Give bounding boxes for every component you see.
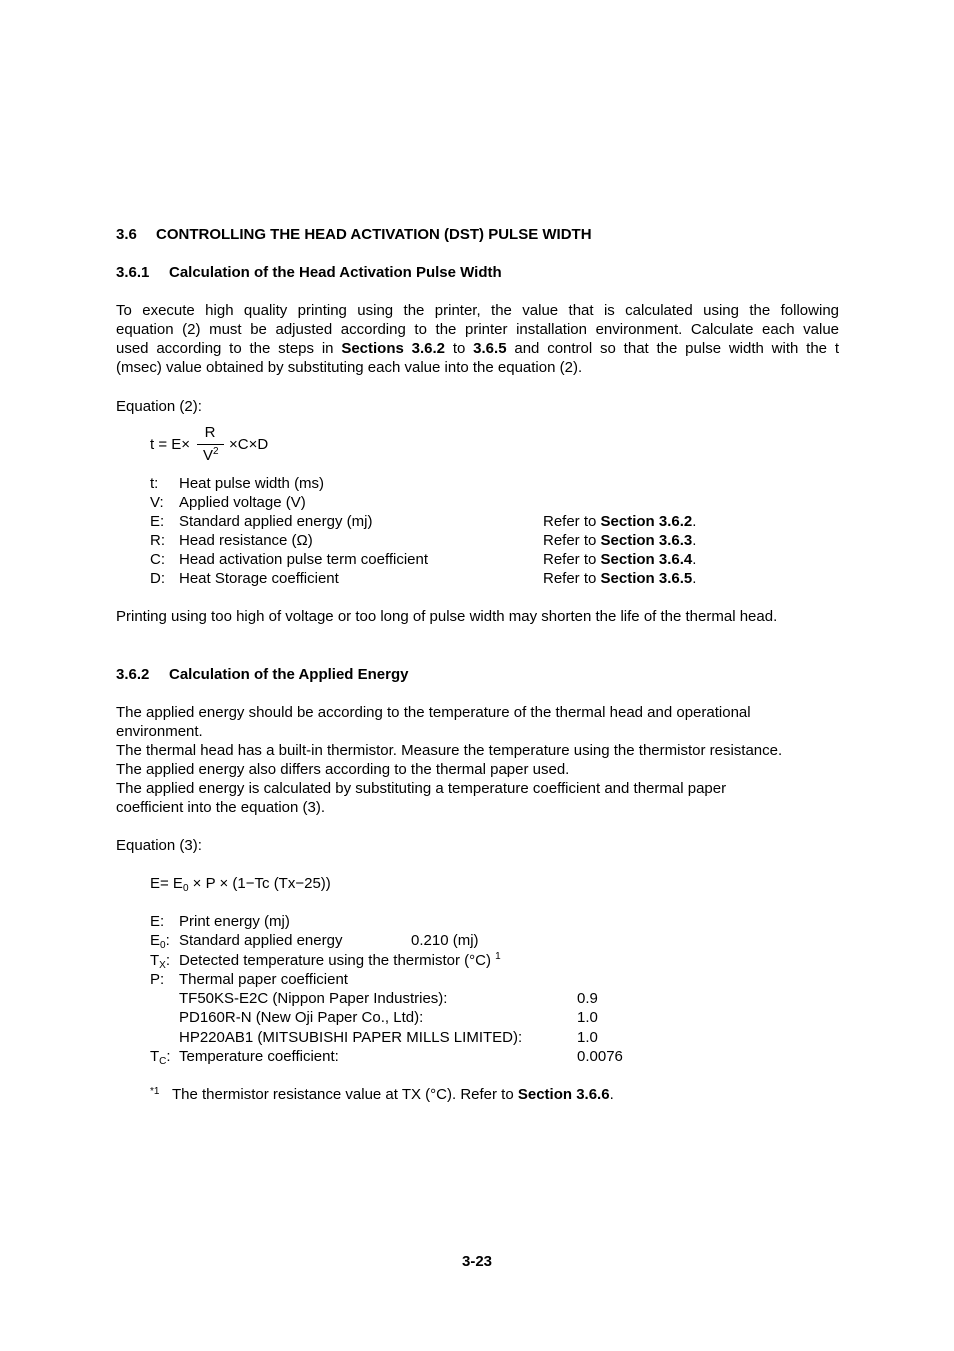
footnote-reference: 1	[495, 951, 501, 962]
text-run: Detected temperature using the thermistor (°C)	[179, 952, 491, 969]
section-3-6-title: CONTROLLING THE HEAD ACTIVATION (DST) PULSE WIDTH	[156, 226, 592, 243]
paragraph-line: The applied energy also differs according to the thermal paper used.	[116, 761, 570, 778]
paragraph-line: (msec) value obtained by substituting each value into the equation (2).	[116, 359, 583, 376]
paragraph-line: The applied energy is calculated by substituting a temperature coefficient and thermal paper	[116, 780, 727, 797]
text-run: E= E	[150, 875, 183, 892]
variable-description: Heat Storage coefficient	[179, 570, 339, 587]
text-run: to	[445, 340, 474, 357]
section-3-6-2-number: 3.6.2	[116, 666, 150, 683]
variable-symbol: t:	[150, 475, 159, 492]
footnote-mark: *1	[150, 1086, 160, 1097]
paragraph-line: To execute high quality printing using the printer, the value that is calculated using the following	[116, 302, 839, 319]
paragraph-line: environment.	[116, 723, 203, 740]
variable-description: Standard applied energy	[179, 932, 343, 949]
section-ref: Section 3.6.4	[600, 551, 693, 568]
variable-description: Applied voltage (V)	[179, 494, 306, 511]
variable-value: 0.0076	[577, 1048, 623, 1065]
paragraph-line: The thermal head has a built-in thermistor. Measure the temperature using the thermistor resistance.	[116, 742, 783, 759]
paragraph-line: coefficient into the equation (3).	[116, 799, 326, 816]
text-run: :	[166, 1048, 171, 1065]
denominator-base: V	[203, 447, 214, 464]
text-run: :	[165, 952, 171, 969]
paper-value: 1.0	[577, 1009, 598, 1026]
warning-text: Printing using too high of voltage or too long of pulse width may shorten the life of the thermal head.	[116, 608, 778, 625]
paper-name: TF50KS-E2C (Nippon Paper Industries):	[179, 990, 448, 1007]
paper-value: 1.0	[577, 1029, 598, 1046]
variable-symbol	[150, 931, 170, 950]
text-run: :	[165, 932, 170, 949]
text-run: E	[150, 932, 161, 949]
variable-symbol: C:	[150, 551, 165, 568]
paper-value: 0.9	[577, 990, 598, 1007]
variable-reference	[543, 569, 696, 588]
variable-symbol: P:	[150, 971, 165, 988]
page-number: 3-23	[461, 1253, 493, 1270]
paper-name: HP220AB1 (MITSUBISHI PAPER MILLS LIMITED):	[179, 1029, 523, 1046]
subscript: 0	[160, 940, 166, 951]
denominator-exponent: 2	[213, 446, 219, 457]
equation-3	[150, 874, 331, 893]
equation-2-right: ×C×D	[229, 436, 269, 453]
section-ref: Section 3.6.3	[600, 532, 693, 549]
section-ref: Section 3.6.5	[600, 570, 693, 587]
variable-symbol	[150, 951, 170, 970]
section-ref: Section 3.6.2	[600, 513, 693, 530]
section-3-6-1-number: 3.6.1	[116, 264, 150, 281]
fraction-bar	[197, 444, 224, 445]
text-run: The thermistor resistance value at TX (°C). Refer to	[172, 1086, 518, 1103]
variable-reference	[543, 550, 696, 569]
equation-2-label: Equation (2):	[116, 398, 202, 415]
text-run: T	[150, 952, 160, 969]
variable-symbol: D:	[150, 570, 165, 587]
equation-2-numerator: R	[204, 424, 216, 441]
variable-description: Heat pulse width (ms)	[179, 475, 325, 492]
paragraph-line	[116, 339, 839, 358]
section-3-6-number: 3.6	[116, 226, 137, 243]
variable-description: Temperature coefficient:	[179, 1048, 339, 1065]
equation-2-denominator	[203, 446, 219, 465]
variable-symbol: R:	[150, 532, 165, 549]
text-run: .	[692, 513, 697, 530]
variable-reference	[543, 512, 696, 531]
text-run: .	[692, 551, 697, 568]
text-run: used according to the steps in	[116, 340, 342, 357]
variable-description: Standard applied energy (mj)	[179, 513, 373, 530]
paragraph-line: The applied energy should be according to the temperature of the thermal head and operational	[116, 704, 751, 721]
text-run: .	[692, 570, 697, 587]
text-run: T	[150, 1048, 160, 1065]
variable-description: Head resistance (Ω)	[179, 532, 313, 549]
text-run: Refer to	[543, 551, 601, 568]
subscript: 0	[182, 883, 189, 894]
variable-symbol: V:	[150, 494, 164, 511]
text-run: Refer to	[543, 513, 601, 530]
variable-symbol	[150, 1047, 171, 1066]
equation-2-left: t = E×	[150, 436, 191, 453]
variable-symbol: E:	[150, 513, 165, 530]
paragraph-line: equation (2) must be adjusted according to the printer installation environment. Calculate each value	[116, 321, 839, 338]
text-run: Refer to	[543, 532, 601, 549]
subscript: C	[159, 1056, 167, 1067]
variable-description: Head activation pulse term coefficient	[179, 551, 429, 568]
section-ref: Sections 3.6.2	[341, 340, 446, 357]
section-ref: Section 3.6.6	[517, 1086, 610, 1103]
variable-description	[179, 951, 501, 970]
subscript: X	[159, 960, 166, 971]
equation-3-label: Equation (3):	[116, 837, 202, 854]
paper-name: PD160R-N (New Oji Paper Co., Ltd):	[179, 1009, 424, 1026]
text-run: Refer to	[543, 570, 601, 587]
text-run: × P × (1−Tc (Tx−25))	[188, 875, 331, 892]
variable-symbol: E:	[150, 913, 165, 930]
variable-value: 0.210 (mj)	[411, 932, 479, 949]
section-ref: 3.6.5	[473, 340, 507, 357]
text-run: .	[609, 1086, 614, 1103]
section-3-6-2-title: Calculation of the Applied Energy	[169, 666, 409, 683]
text-run: and control so that the pulse width with the t	[506, 340, 839, 357]
section-3-6-1-title: Calculation of the Head Activation Pulse Width	[169, 264, 502, 281]
text-run: .	[692, 532, 697, 549]
variable-reference	[543, 531, 696, 550]
variable-description: Print energy (mj)	[179, 913, 290, 930]
intro-paragraph	[116, 301, 839, 377]
variable-description: Thermal paper coefficient	[179, 971, 348, 988]
footnote-text	[172, 1085, 614, 1104]
